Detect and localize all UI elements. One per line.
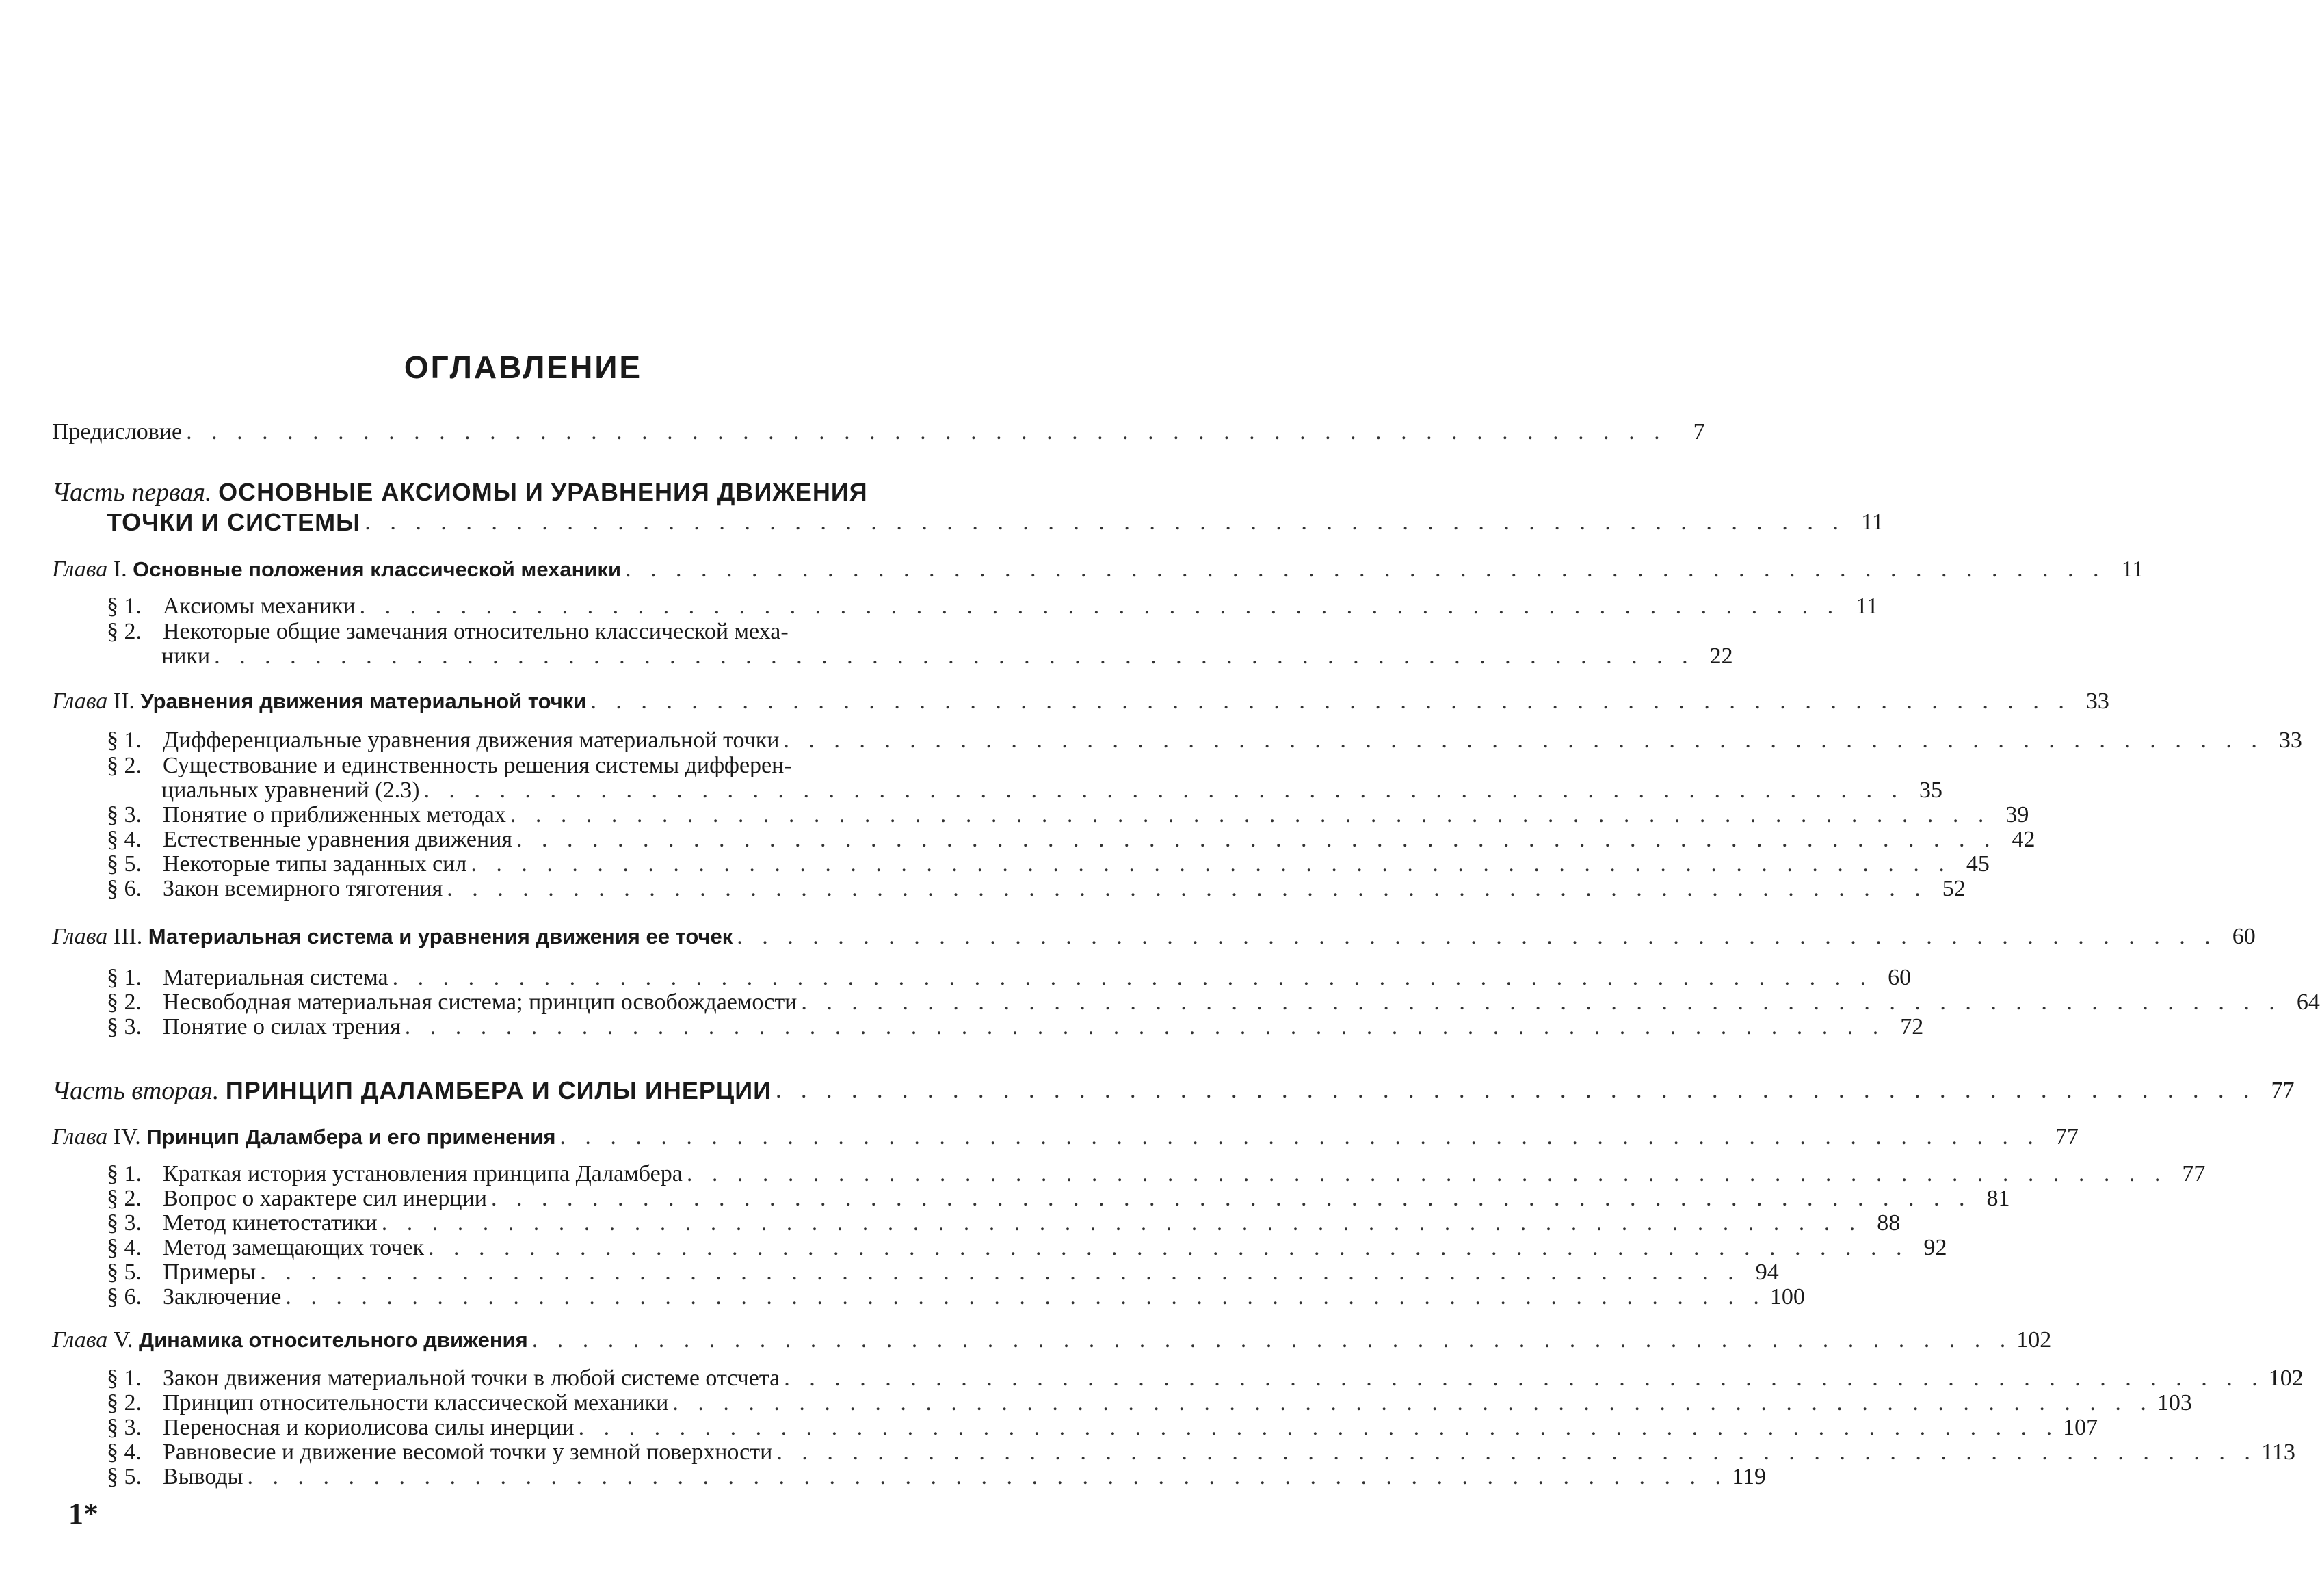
entry-label: Выводы	[163, 1464, 243, 1489]
part-prefix: Часть вторая.	[52, 1076, 220, 1105]
entry-label: Несвободная материальная система; принцип освобождаемости	[163, 989, 798, 1015]
section-number: § 5.	[107, 1464, 142, 1489]
page-number: 72	[1900, 1014, 1924, 1039]
dot-leader: . . . . . . . . . . . . . . . . . . . . . . . . . . . . . . . . . . . . . . . . . . . . . . . . . . . . . . . . . . .	[775, 1078, 2256, 1103]
toc-entry-section[interactable]	[107, 1389, 2192, 1417]
chapter-title: Основные положения классической механики	[133, 557, 622, 581]
page-number: 11	[2121, 557, 2144, 582]
chapter-number: V.	[113, 1327, 133, 1353]
page-number: 102	[2016, 1327, 2052, 1353]
section-number: § 1.	[107, 594, 142, 619]
toc-chapter-heading[interactable]	[52, 923, 2256, 950]
signature-mark: 1*	[68, 1497, 98, 1530]
dot-leader: . . . . . . . . . . . . . . . . . . . . . . . . . . . . . . . . . . . . . . . . . . . . . . . . . . . . . . . . . . .	[214, 643, 1695, 669]
entry-label: Естественные уравнения движения	[163, 827, 513, 852]
dot-leader: . . . . . . . . . . . . . . . . . . . . . . . . . . . . . . . . . . . . . . . . . . . . . . . . . . . . . . . . . . .	[737, 924, 2217, 949]
entry-label: Предисловие	[52, 419, 183, 444]
dot-leader: . . . . . . . . . . . . . . . . . . . . . . . . . . . . . . . . . . . . . . . . . . . . . . . . . . . . . . . . . . .	[260, 1260, 1741, 1285]
toc-entry-section[interactable]	[107, 1439, 2295, 1466]
toc-entry-section[interactable]	[107, 752, 792, 780]
toc-chapter-heading[interactable]	[52, 556, 2144, 583]
chapter-title: Уравнения движения материальной точки	[140, 689, 587, 713]
page-number: 77	[2055, 1124, 2079, 1149]
toc-entry-section[interactable]	[107, 1234, 1947, 1262]
dot-leader: . . . . . . . . . . . . . . . . . . . . . . . . . . . . . . . . . . . . . . . . . . . . . . . . . . . . . . . . . . .	[285, 1284, 1766, 1309]
toc-entry-section[interactable]	[107, 1284, 1805, 1311]
entry-label: Примеры	[163, 1260, 256, 1285]
entry-label: Закон движения материальной точки в любой системе отсчета	[163, 1366, 780, 1391]
section-number: § 3.	[107, 1210, 142, 1236]
page-number: 113	[2261, 1439, 2295, 1465]
dot-leader: . . . . . . . . . . . . . . . . . . . . . . . . . . . . . . . . . . . . . . . . . . . . . . . . . . . . . . . . . . .	[672, 1390, 2153, 1415]
page-number: 11	[1861, 509, 1884, 535]
chapter-number: I.	[113, 557, 127, 582]
dot-leader: . . . . . . . . . . . . . . . . . . . . . . . . . . . . . . . . . . . . . . . . . . . . . . . . . . . . . . . . . . .	[783, 728, 2264, 753]
toc-entry-section[interactable]	[107, 851, 1990, 878]
page-number: 39	[2005, 802, 2029, 827]
page-number: 7	[1693, 419, 1705, 444]
dot-leader: . . . . . . . . . . . . . . . . . . . . . . . . . . . . . . . . . . . . . . . . . . . . . . . . . . . . . . . . . . .	[186, 419, 1667, 444]
chapter-number: II.	[113, 689, 135, 714]
chapter-title: Динамика относительного движения	[138, 1328, 528, 1352]
entry-label: Равновесие и движение весомой точки у земной поверхности	[163, 1439, 773, 1465]
section-number: § 3.	[107, 1014, 142, 1039]
entry-label: ники	[161, 643, 211, 669]
toc-entry-section[interactable]	[107, 1414, 2098, 1441]
page-number: 42	[2012, 827, 2035, 852]
part-title: ТОЧКИ И СИСТЕМЫ	[107, 508, 361, 536]
dot-leader: . . . . . . . . . . . . . . . . . . . . . . . . . . . . . . . . . . . . . . . . . . . . . . . . . . . . . . . . . . .	[247, 1464, 1728, 1489]
entry-label: Некоторые общие замечания относительно классической меха-	[163, 619, 789, 644]
toc-entry-section[interactable]	[107, 989, 2320, 1016]
page-number: 60	[1888, 965, 1912, 990]
page-number: 119	[1732, 1464, 1767, 1489]
page-number: 94	[1755, 1260, 1779, 1285]
section-number: § 5.	[107, 851, 142, 877]
toc-chapter-heading[interactable]	[52, 688, 2109, 715]
entry-label: Метод кинетостатики	[163, 1210, 378, 1236]
page-number: 35	[1919, 777, 1942, 803]
entry-label: Некоторые типы заданных сил	[163, 851, 467, 877]
section-number: § 1.	[107, 728, 142, 753]
toc-entry-section[interactable]	[107, 964, 1912, 992]
toc-chapter-heading[interactable]	[52, 1327, 2052, 1354]
toc-part-heading[interactable]	[52, 479, 868, 506]
section-number: § 1.	[107, 1161, 142, 1186]
entry-label: Переносная и кориолисова силы инерции	[163, 1415, 575, 1440]
dot-leader: . . . . . . . . . . . . . . . . . . . . . . . . . . . . . . . . . . . . . . . . . . . . . . . . . . . . . . . . . . .	[392, 965, 1873, 990]
toc-entry-section[interactable]	[107, 1463, 1767, 1491]
chapter-number: IV.	[113, 1124, 141, 1149]
entry-label: Принцип относительности классической механики	[163, 1390, 669, 1415]
toc-chapter-heading[interactable]	[52, 1123, 2079, 1151]
chapter-prefix: Глава	[52, 557, 108, 582]
entry-label: Существование и единственность решения системы дифферен-	[163, 753, 792, 778]
dot-leader: . . . . . . . . . . . . . . . . . . . . . . . . . . . . . . . . . . . . . . . . . . . . . . . . . . . . . . . . . . .	[776, 1439, 2257, 1465]
page-number: 22	[1709, 643, 1733, 669]
dot-leader: . . . . . . . . . . . . . . . . . . . . . . . . . . . . . . . . . . . . . . . . . . . . . . . . . . . . . . . . . . .	[686, 1161, 2167, 1186]
page-number: 77	[2271, 1078, 2295, 1103]
chapter-prefix: Глава	[52, 924, 108, 949]
dot-leader: . . . . . . . . . . . . . . . . . . . . . . . . . . . . . . . . . . . . . . . . . . . . . . . . . . . . . . . . . . .	[471, 851, 1951, 877]
chapter-title: Принцип Даламбера и его применения	[146, 1125, 556, 1149]
dot-leader: . . . . . . . . . . . . . . . . . . . . . . . . . . . . . . . . . . . . . . . . . . . . . . . . . . . . . . . . . . .	[516, 827, 1997, 852]
toc-entry-section[interactable]	[107, 1013, 1924, 1041]
section-number: § 2.	[107, 753, 142, 778]
toc-entry-section[interactable]	[107, 618, 789, 646]
page-number: 92	[1923, 1235, 1947, 1260]
toc-part-heading[interactable]	[52, 1076, 2295, 1105]
part-title: ПРИНЦИП ДАЛАМБЕРА И СИЛЫ ИНЕРЦИИ	[225, 1076, 772, 1104]
page-number: 81	[1986, 1186, 2010, 1211]
section-number: § 4.	[107, 1235, 142, 1260]
dot-leader: . . . . . . . . . . . . . . . . . . . . . . . . . . . . . . . . . . . . . . . . . . . . . . . . . . . . . . . . . . .	[423, 777, 1904, 803]
dot-leader: . . . . . . . . . . . . . . . . . . . . . . . . . . . . . . . . . . . . . . . . . . . . . . . . . . . . . . . . . . .	[801, 989, 2282, 1015]
entry-label: циальных уравнений (2.3)	[161, 777, 420, 803]
page-number: 77	[2182, 1161, 2206, 1186]
page-number: 11	[1856, 594, 1879, 619]
page-number: 64	[2296, 989, 2320, 1015]
dot-leader: . . . . . . . . . . . . . . . . . . . . . . . . . . . . . . . . . . . . . . . . . . . . . . . . . . . . . . . . . . .	[578, 1415, 2059, 1440]
toc-entry-section[interactable]	[107, 1365, 2304, 1392]
section-number: § 6.	[107, 1284, 142, 1309]
entry-label: Краткая история установления принципа Даламбера	[163, 1161, 683, 1186]
section-number: § 4.	[107, 827, 142, 852]
dot-leader: . . . . . . . . . . . . . . . . . . . . . . . . . . . . . . . . . . . . . . . . . . . . . . . . . . . . . . . . . . .	[590, 689, 2071, 714]
toc-entry-section[interactable]	[107, 875, 1966, 903]
toc-entry-section[interactable]	[107, 593, 1879, 620]
page-number: 107	[2063, 1415, 2098, 1440]
dot-leader: . . . . . . . . . . . . . . . . . . . . . . . . . . . . . . . . . . . . . . . . . . . . . . . . . . . . . . . . . . .	[365, 509, 1845, 535]
entry-label: Дифференциальные уравнения движения материальной точки	[163, 728, 780, 753]
page-number: 52	[1942, 876, 1966, 901]
page-number: 102	[2268, 1366, 2304, 1391]
dot-leader: . . . . . . . . . . . . . . . . . . . . . . . . . . . . . . . . . . . . . . . . . . . . . . . . . . . . . . . . . . .	[559, 1124, 2040, 1149]
toc-entry-section[interactable]	[107, 1210, 1901, 1237]
part-prefix: Часть первая.	[52, 478, 212, 507]
page-number: 100	[1769, 1284, 1805, 1309]
section-number: § 2.	[107, 619, 142, 644]
page-number: 33	[2085, 689, 2109, 714]
toc-part-heading-cont[interactable]	[107, 508, 1884, 536]
part-title: ОСНОВНЫЕ АКСИОМЫ И УРАВНЕНИЯ ДВИЖЕНИЯ	[218, 478, 868, 506]
section-number: § 2.	[107, 989, 142, 1015]
entry-label: Вопрос о характере сил инерции	[163, 1186, 487, 1211]
section-number: § 2.	[107, 1390, 142, 1415]
section-number: § 4.	[107, 1439, 142, 1465]
entry-label: Аксиомы механики	[163, 594, 356, 619]
toc-entry-section-cont[interactable]	[161, 643, 1733, 670]
entry-label: Понятие о приближенных методах	[163, 802, 506, 827]
chapter-prefix: Глава	[52, 1124, 108, 1149]
dot-leader: . . . . . . . . . . . . . . . . . . . . . . . . . . . . . . . . . . . . . . . . . . . . . . . . . . . . . . . . . . .	[404, 1014, 1886, 1039]
dot-leader: . . . . . . . . . . . . . . . . . . . . . . . . . . . . . . . . . . . . . . . . . . . . . . . . . . . . . . . . . . .	[510, 802, 1991, 827]
dot-leader: . . . . . . . . . . . . . . . . . . . . . . . . . . . . . . . . . . . . . . . . . . . . . . . . . . . . . . . . . . .	[359, 594, 1841, 619]
dot-leader: . . . . . . . . . . . . . . . . . . . . . . . . . . . . . . . . . . . . . . . . . . . . . . . . . . . . . . . . . . .	[428, 1235, 1909, 1260]
dot-leader: . . . . . . . . . . . . . . . . . . . . . . . . . . . . . . . . . . . . . . . . . . . . . . . . . . . . . . . . . . .	[490, 1186, 1972, 1211]
section-number: § 1.	[107, 965, 142, 990]
entry-label: Заключение	[163, 1284, 282, 1309]
page-title: ОГЛАВЛЕНИЕ	[404, 349, 643, 385]
toc-entry-section[interactable]	[107, 727, 2302, 754]
dot-leader: . . . . . . . . . . . . . . . . . . . . . . . . . . . . . . . . . . . . . . . . . . . . . . . . . . . . . . . . . . .	[381, 1210, 1862, 1236]
toc-entry-section-cont[interactable]	[161, 777, 1942, 804]
chapter-number: III.	[113, 924, 143, 949]
toc-entry-preface[interactable]	[52, 418, 1705, 446]
dot-leader: . . . . . . . . . . . . . . . . . . . . . . . . . . . . . . . . . . . . . . . . . . . . . . . . . . . . . . . . . . .	[447, 876, 1927, 901]
dot-leader: . . . . . . . . . . . . . . . . . . . . . . . . . . . . . . . . . . . . . . . . . . . . . . . . . . . . . . . . . . .	[625, 557, 2106, 582]
section-number: § 6.	[107, 876, 142, 901]
entry-label: Метод замещающих точек	[163, 1235, 425, 1260]
toc-entry-section[interactable]	[107, 1259, 1779, 1286]
toc-entry-section[interactable]	[107, 801, 2029, 829]
chapter-prefix: Глава	[52, 689, 108, 714]
chapter-title: Материальная система и уравнения движения ее точек	[148, 925, 733, 948]
page-number: 33	[2278, 728, 2302, 753]
section-number: § 3.	[107, 802, 142, 827]
dot-leader: . . . . . . . . . . . . . . . . . . . . . . . . . . . . . . . . . . . . . . . . . . . . . . . . . . . . . . . . . . .	[784, 1366, 2265, 1391]
entry-label: Закон всемирного тяготения	[163, 876, 443, 901]
section-number: § 3.	[107, 1415, 142, 1440]
entry-label: Материальная система	[163, 965, 388, 990]
page-number: 45	[1966, 851, 1990, 877]
toc-entry-section[interactable]	[107, 826, 2035, 853]
page-number: 103	[2157, 1390, 2192, 1415]
entry-label: Понятие о силах трения	[163, 1014, 401, 1039]
dot-leader: . . . . . . . . . . . . . . . . . . . . . . . . . . . . . . . . . . . . . . . . . . . . . . . . . . . . . . . . . . .	[531, 1327, 2013, 1353]
toc-entry-section[interactable]	[107, 1160, 2206, 1188]
section-number: § 5.	[107, 1260, 142, 1285]
section-number: § 1.	[107, 1366, 142, 1391]
page-number: 60	[2232, 924, 2256, 949]
section-number: § 2.	[107, 1186, 142, 1211]
page-number: 88	[1877, 1210, 1901, 1236]
toc-entry-section[interactable]	[107, 1185, 2010, 1212]
chapter-prefix: Глава	[52, 1327, 108, 1353]
